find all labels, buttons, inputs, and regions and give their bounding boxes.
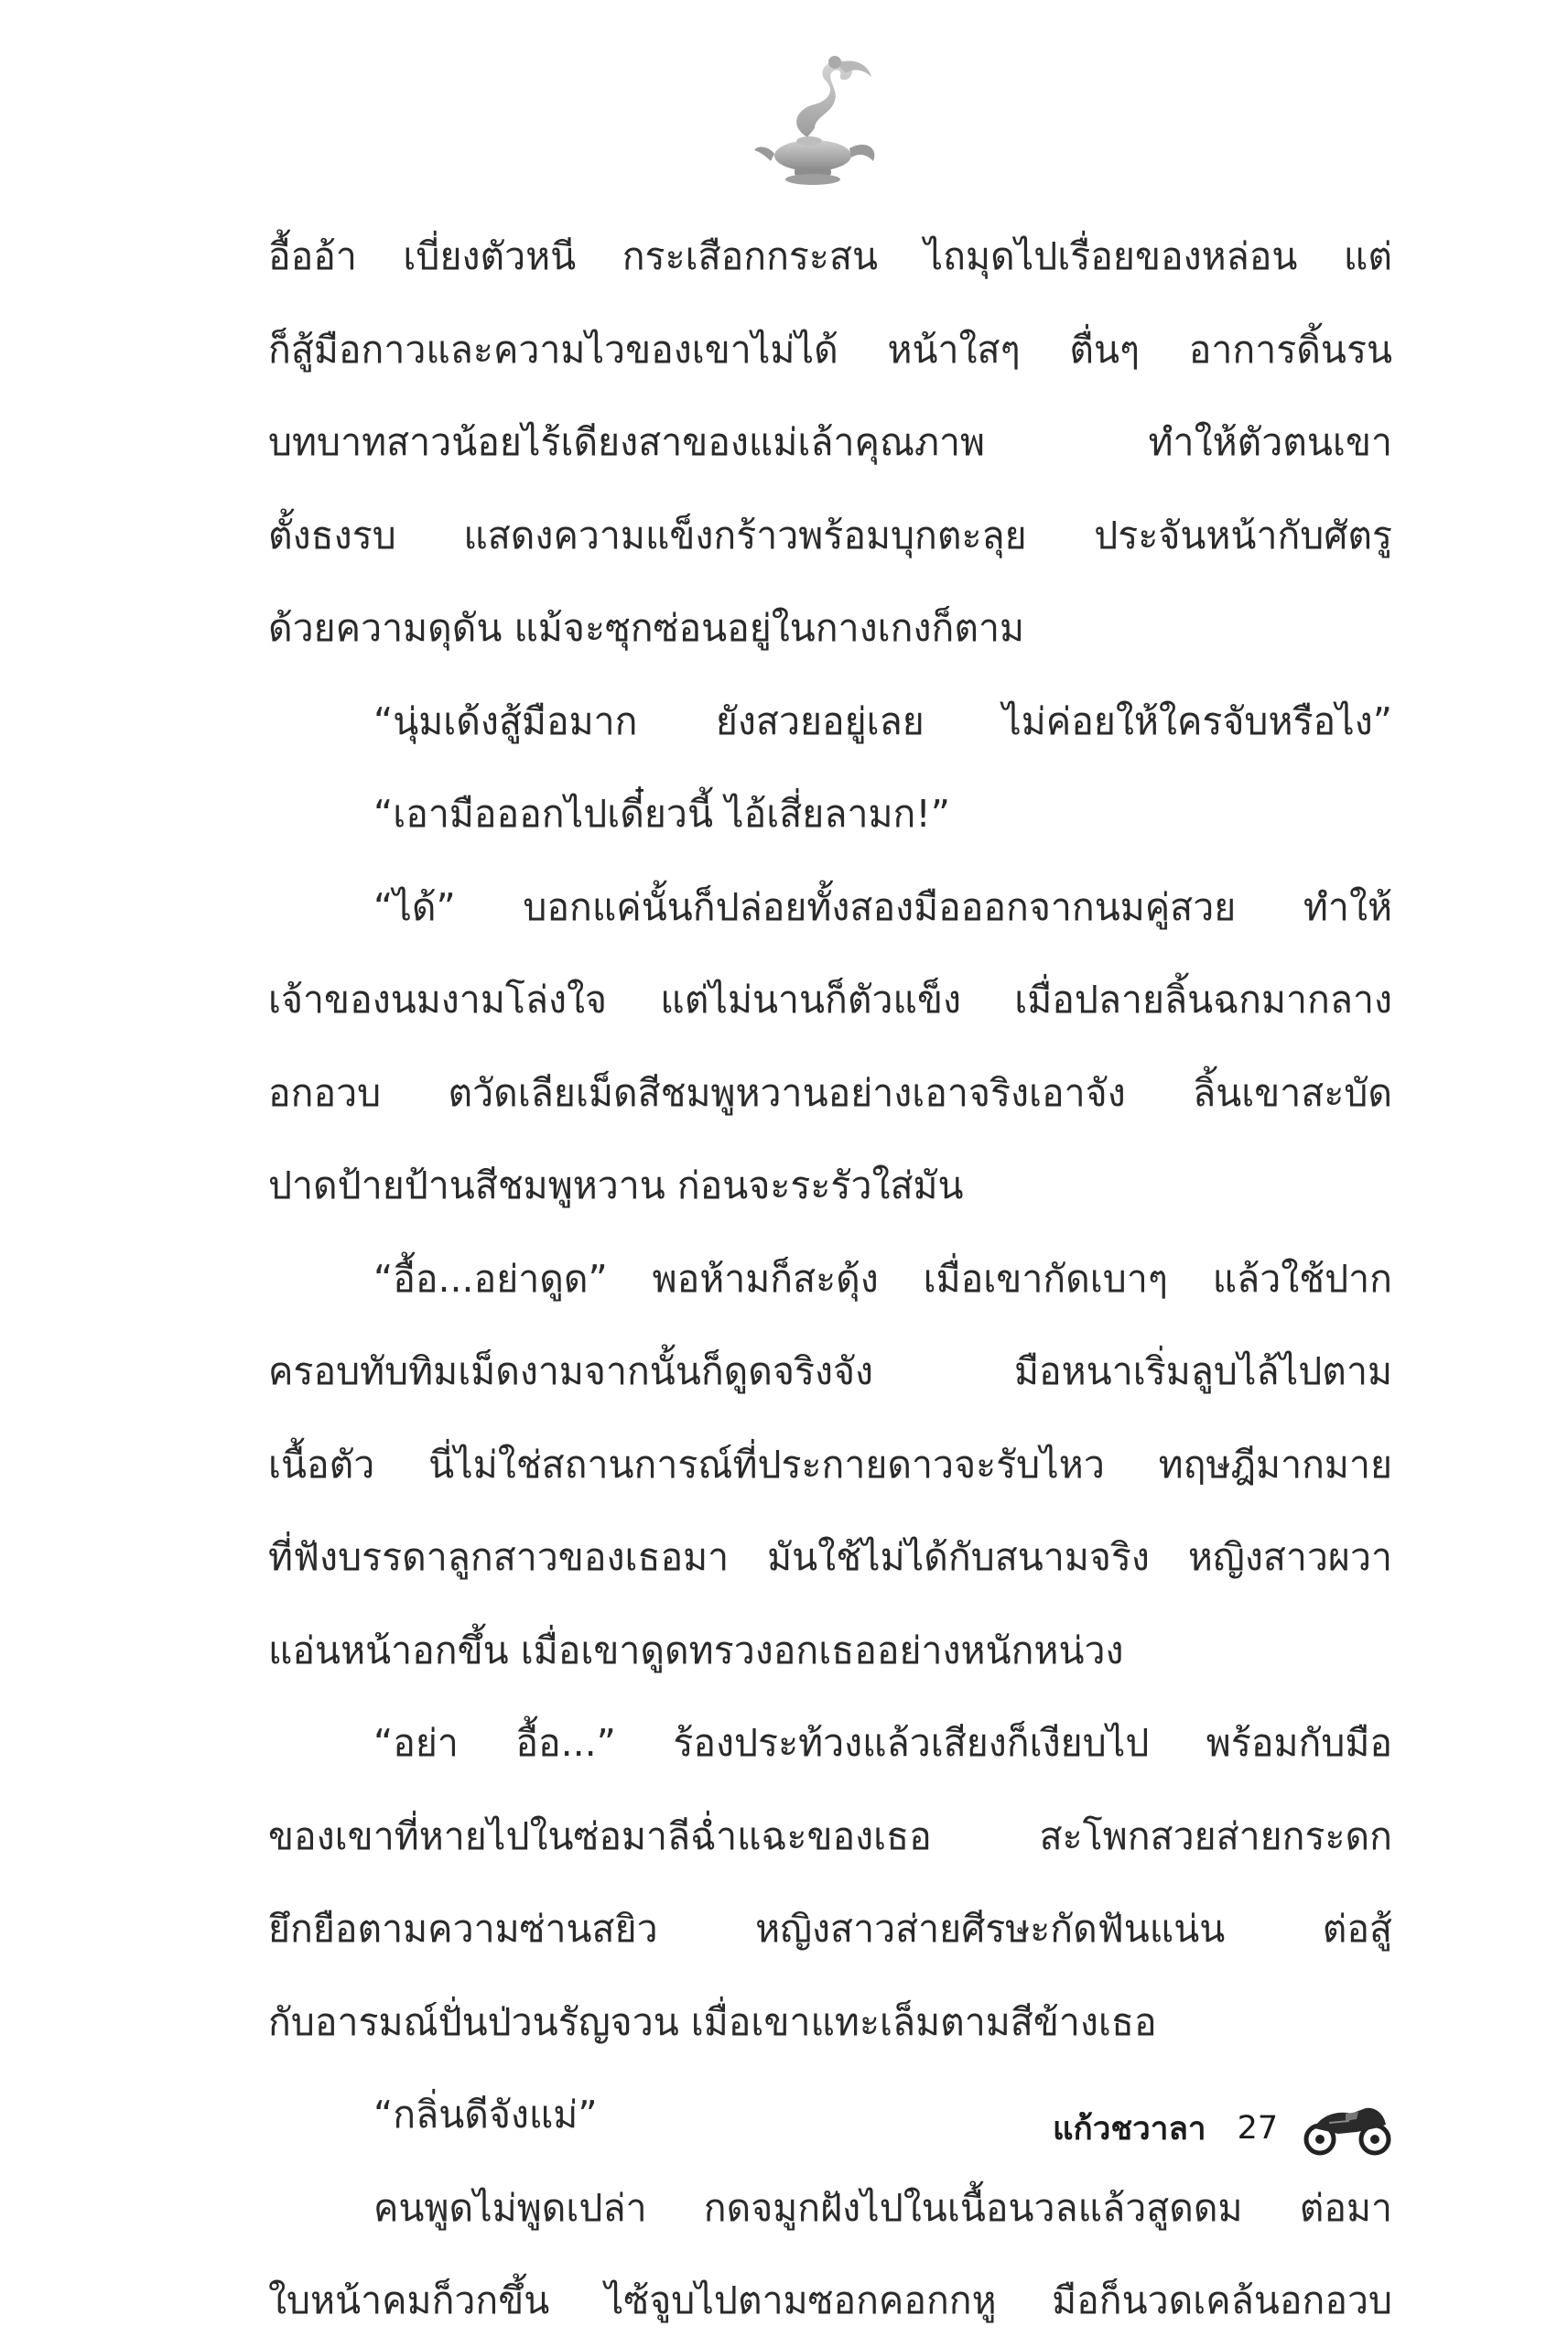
text-line: ปาดป้ายป้านสีชมพูหวาน ก่อนจะระรัวใส่มัน bbox=[268, 1163, 964, 1207]
text-line: คนพูดไม่พูดเปล่า กดจมูกฝังไปในเนื้อนวลแล้วสูดดม ต่อมา bbox=[373, 2185, 1392, 2230]
page-number: 27 bbox=[1237, 2110, 1279, 2147]
text-line: ที่ฟังบรรดาลูกสาวของเธอมา มันใช้ไม่ได้กับสนามจริง หญิงสาวผวา bbox=[268, 1535, 1392, 1579]
text-line: “อื้อ...อย่าดูด” พอห้ามก็สะดุ้ง เมื่อเขากัดเบาๆ แล้วใช้ปาก bbox=[373, 1256, 1392, 1301]
text-line: ของเขาที่หายไปในซ่อมาลีฉ่ำแฉะของเธอ สะโพกสวยส่ายกระดก bbox=[268, 1813, 1392, 1858]
text-line: ยึกยือตามความซ่านสยิว หญิงสาวส่ายศีรษะกัดฟันแน่น ต่อสู้ bbox=[268, 1907, 1392, 1951]
text-line: ตั้งธงรบ แสดงความแข็งกร้าวพร้อมบุกตะลุย ประจันหน้ากับศัตรู bbox=[268, 513, 1392, 557]
text-line: ก็สู้มือกาวและความไวของเขาไม่ได้ หน้าใสๆ ตื่นๆ อาการดิ้นรน bbox=[268, 327, 1392, 372]
text-line: อกอวบ ตวัดเลียเม็ดสีชมพูหวานอย่างเอาจริงเอาจัง ลิ้นเขาสะบัด bbox=[268, 1070, 1392, 1115]
motorcycle-icon bbox=[1302, 2101, 1393, 2156]
text-line: ใบหน้าคมก็วกขึ้น ไซ้จูบไปตามซอกคอกกหู มือก็นวดเคล้นอกอวบ bbox=[268, 2278, 1392, 2322]
text-line: อื้ออ้า เบี่ยงตัวหนี กระเสือกกระสน ไถมุดไปเรื่อยของหล่อน แต่ bbox=[268, 234, 1392, 278]
text-line: “เอามือออกไปเดี๋ยวนี้ ไอ้เสี่ยลามก!” bbox=[373, 792, 950, 836]
text-line: แอ่นหน้าอกขึ้น เมื่อเขาดูดทรวงอกเธออย่างหนักหน่วง bbox=[268, 1628, 1124, 1672]
text-line: เนื้อตัว นี่ไม่ใช่สถานการณ์ที่ประกายดาวจะรับไหว ทฤษฎีมากมาย bbox=[268, 1442, 1392, 1487]
text-line: บทบาทสาวน้อยไร้เดียงสาของแม่เล้าคุณภาพ ทำให้ตัวตนเขา bbox=[268, 420, 1392, 464]
page-footer bbox=[1053, 2096, 1393, 2160]
text-line: “อย่า อื้อ...” ร้องประท้วงแล้วเสียงก็เงียบไป พร้อมกับมือ bbox=[373, 1721, 1392, 1765]
text-line: “นุ่มเด้งสู้มือมาก ยังสวยอยู่เลย ไม่ค่อยให้ใครจับหรือไง” bbox=[373, 698, 1392, 743]
text-line: “ได้” บอกแค่นั้นก็ปล่อยทั้งสองมือออกจากนมคู่สวย ทำให้ bbox=[373, 884, 1392, 929]
text-line: ครอบทับทิมเม็ดงามจากนั้นก็ดูดจริงจัง มือหนาเริ่มลูบไล้ไปตาม bbox=[268, 1349, 1392, 1393]
text-line: กับอารมณ์ปั่นป่วนรัญจวน เมื่อเขาแทะเล็มตามสีข้างเธอ bbox=[268, 1999, 1157, 2044]
genie-lamp-icon bbox=[751, 53, 883, 190]
book-title: แก้วชวาลา bbox=[1053, 2110, 1206, 2148]
text-line: เจ้าของนมงามโล่งใจ แต่ไม่นานก็ตัวแข็ง เมื่อปลายลิ้นฉกมากลาง bbox=[268, 978, 1392, 1022]
text-line: “กลิ่นดีจังแม่” bbox=[373, 2093, 598, 2137]
body-text bbox=[268, 211, 1392, 2348]
text-line: ด้วยความดุดัน แม้จะซุกซ่อนอยู่ในกางเกงก็ตาม bbox=[268, 606, 1025, 650]
